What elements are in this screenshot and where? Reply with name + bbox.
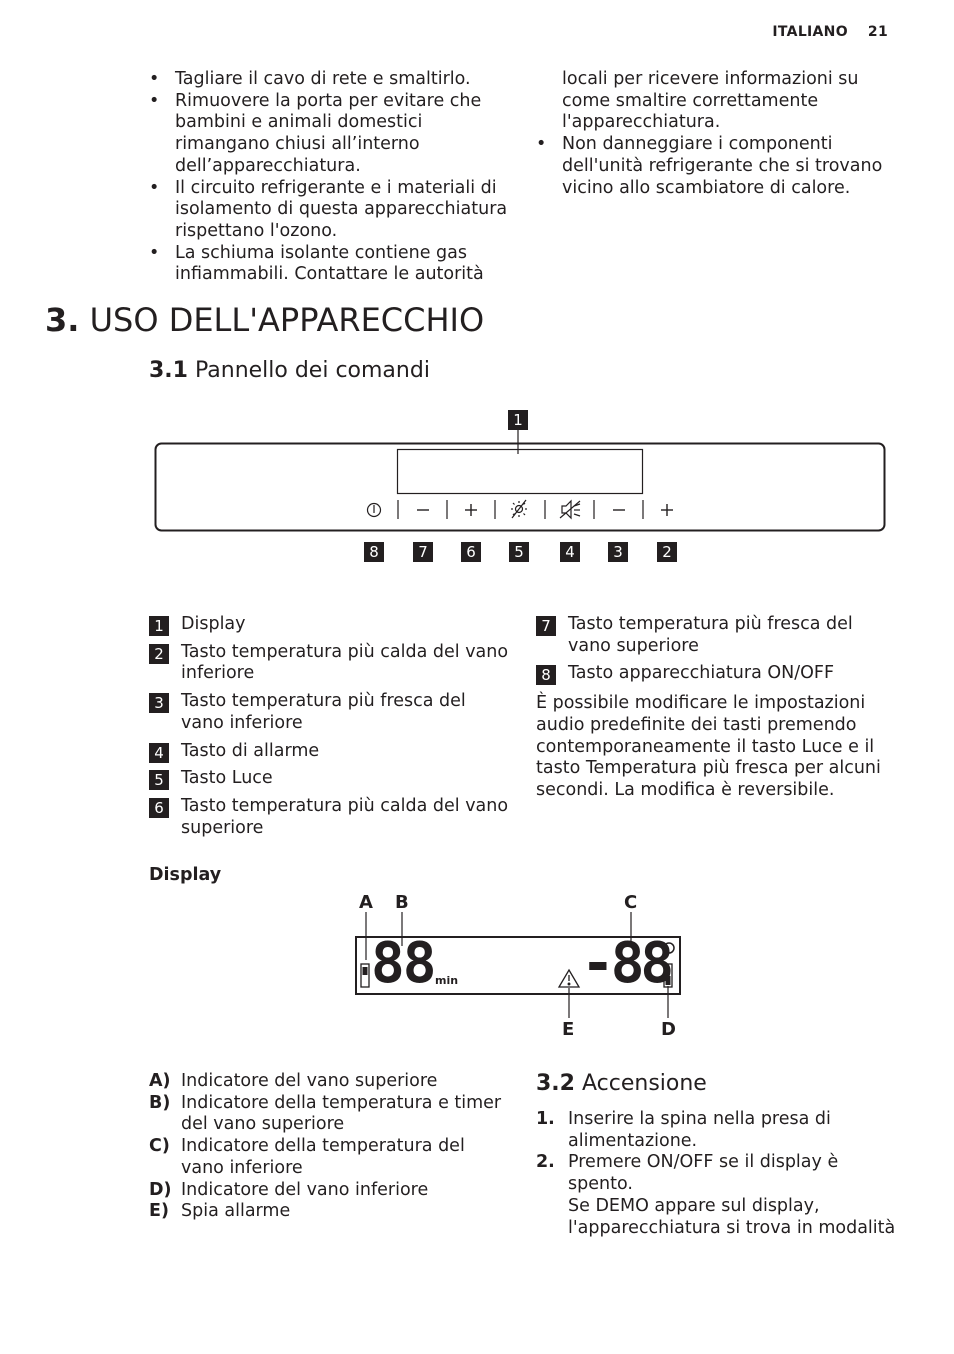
power-on-steps bbox=[536, 1109, 896, 1239]
legend-letter: E) bbox=[149, 1201, 169, 1222]
legend-text: Tasto temperatura più calda del vano superiore bbox=[181, 795, 509, 838]
legend-text: Tasto apparecchiatura ON/OFF bbox=[568, 663, 835, 684]
legend-item bbox=[149, 691, 509, 734]
legend-badge: 8 bbox=[536, 665, 556, 685]
legend-badge: 2 bbox=[149, 644, 169, 664]
legend-badge: 6 bbox=[149, 798, 169, 818]
legend-badge: 4 bbox=[149, 743, 169, 763]
legend-item bbox=[149, 1136, 509, 1179]
legend-text: Indicatore del vano inferiore bbox=[181, 1179, 429, 1200]
legend-item bbox=[149, 796, 509, 839]
callout-badge-2: 2 bbox=[657, 542, 677, 562]
panel-legend-left bbox=[149, 614, 509, 845]
control-panel-diagram bbox=[150, 405, 890, 580]
legend-letter: C) bbox=[149, 1136, 170, 1157]
list-item: • Rimuovere la porta per evitare che bambini e animali domestici rimangano chiusi all’interno dell’apparecchiatura. bbox=[149, 91, 509, 178]
legend-item bbox=[536, 614, 886, 657]
label-b: B bbox=[395, 892, 409, 913]
subsection-number: 3.2 bbox=[536, 1071, 575, 1096]
legend-badge: 7 bbox=[536, 616, 556, 636]
list-item: • La schiuma isolante contiene gas infiammabili. Contattare le autorità bbox=[149, 243, 509, 286]
legend-text: Spia allarme bbox=[181, 1201, 291, 1222]
display-diagram bbox=[350, 890, 690, 1045]
legend-item bbox=[149, 642, 509, 685]
subsection-number: 3.1 bbox=[149, 358, 188, 383]
step-item bbox=[536, 1152, 896, 1239]
display-legend bbox=[149, 1071, 509, 1223]
list-item: • Non danneggiare i componenti dell'unità refrigerante che si trovano vicino allo scambiatore di calore. bbox=[536, 134, 886, 199]
display-heading: Display bbox=[149, 865, 222, 885]
subsection-title-text: Pannello dei comandi bbox=[194, 358, 430, 383]
timer-unit-label: min bbox=[435, 974, 459, 987]
alarm-mute-icon bbox=[560, 501, 580, 518]
step-extra-text: Se DEMO appare sul display, l'apparecchiatura si trova in modalità bbox=[568, 1195, 896, 1238]
upper-temperature-digits: 88 bbox=[371, 931, 435, 996]
legend-letter: D) bbox=[149, 1179, 172, 1200]
step-text: Premere ON/OFF se il display è spento. bbox=[568, 1152, 839, 1195]
legend-item bbox=[149, 1071, 509, 1093]
power-icon bbox=[368, 504, 381, 517]
lower-temperature-digits: -88 bbox=[581, 931, 671, 996]
section-title-text: USO DELL'APPARECCHIO bbox=[89, 301, 485, 339]
legend-text: Display bbox=[181, 614, 246, 634]
label-c: C bbox=[624, 892, 638, 913]
subsection-title-text: Accensione bbox=[581, 1071, 707, 1096]
callout-badge-4: 4 bbox=[560, 542, 580, 562]
callout-badge-3: 3 bbox=[608, 542, 628, 562]
legend-item bbox=[149, 1093, 509, 1136]
subsection-title-power-on bbox=[536, 1070, 707, 1098]
step-item bbox=[536, 1109, 896, 1152]
step-number: 2. bbox=[536, 1152, 555, 1173]
label-e: E bbox=[562, 1019, 575, 1040]
legend-badge: 3 bbox=[149, 693, 169, 713]
legend-badge: 5 bbox=[149, 770, 169, 790]
panel-outline bbox=[156, 444, 885, 531]
legend-text: Tasto temperatura più fresca del vano superiore bbox=[568, 614, 853, 656]
label-d: D bbox=[661, 1019, 676, 1040]
legend-item bbox=[149, 1201, 509, 1223]
page-header bbox=[752, 22, 888, 44]
legend-text: Indicatore della temperatura e timer del vano superiore bbox=[181, 1092, 502, 1135]
audio-note: È possibile modificare le impostazioni audio predefinite dei tasti premendo contemporaneamente il tasto Luce e il tasto Temperatura più fresca per alcuni secondi. La modifica è reversibile. bbox=[536, 693, 881, 800]
legend-letter: B) bbox=[149, 1092, 171, 1113]
legend-text: Tasto di allarme bbox=[181, 740, 320, 761]
intro-bullets-left bbox=[149, 69, 509, 286]
legend-text: Tasto temperatura più calda del vano inferiore bbox=[181, 641, 509, 684]
legend-text: Indicatore della temperatura del vano inferiore bbox=[181, 1136, 465, 1178]
button-separators bbox=[398, 500, 643, 519]
plus-icon bbox=[465, 504, 477, 516]
header-page-number: 21 bbox=[867, 24, 888, 40]
intro-continuation: locali per ricevere informazioni su come smaltire correttamente l'apparecchiatura. bbox=[562, 69, 859, 133]
intro-right-column bbox=[536, 69, 886, 199]
section-title bbox=[45, 298, 484, 342]
plus-icon bbox=[661, 504, 673, 516]
list-item: • Tagliare il cavo di rete e smaltirlo. bbox=[149, 69, 509, 91]
step-text: Inserire la spina nella presa di alimentazione. bbox=[568, 1109, 831, 1151]
light-icon bbox=[511, 500, 527, 518]
list-item: • Il circuito refrigerante e i materiali di isolamento di questa apparecchiatura rispettano l'ozono. bbox=[149, 178, 509, 243]
legend-item bbox=[149, 741, 509, 763]
callout-badge-8: 8 bbox=[364, 542, 384, 562]
legend-item bbox=[149, 768, 509, 790]
legend-badge: 1 bbox=[149, 616, 169, 636]
callout-badge-7: 7 bbox=[413, 542, 433, 562]
legend-item bbox=[149, 614, 509, 636]
legend-item bbox=[149, 1180, 509, 1202]
legend-text: Tasto temperatura più fresca del vano inferiore bbox=[181, 691, 466, 733]
legend-text: Tasto Luce bbox=[181, 768, 273, 789]
callout-badge-1: 1 bbox=[508, 410, 528, 430]
intro-bullets-right bbox=[536, 134, 886, 199]
panel-legend-right bbox=[536, 614, 886, 802]
panel-display-window bbox=[398, 450, 643, 494]
section-number: 3. bbox=[45, 301, 80, 339]
step-number: 1. bbox=[536, 1109, 555, 1129]
alarm-warning-icon bbox=[559, 970, 579, 987]
legend-letter: A) bbox=[149, 1071, 171, 1091]
legend-item bbox=[536, 663, 886, 685]
label-a: A bbox=[359, 892, 373, 913]
subsection-title-controls bbox=[149, 357, 430, 385]
callout-badge-6: 6 bbox=[461, 542, 481, 562]
legend-text: Indicatore del vano superiore bbox=[181, 1071, 438, 1091]
header-language: ITALIANO bbox=[772, 24, 848, 40]
callout-badge-5: 5 bbox=[509, 542, 529, 562]
